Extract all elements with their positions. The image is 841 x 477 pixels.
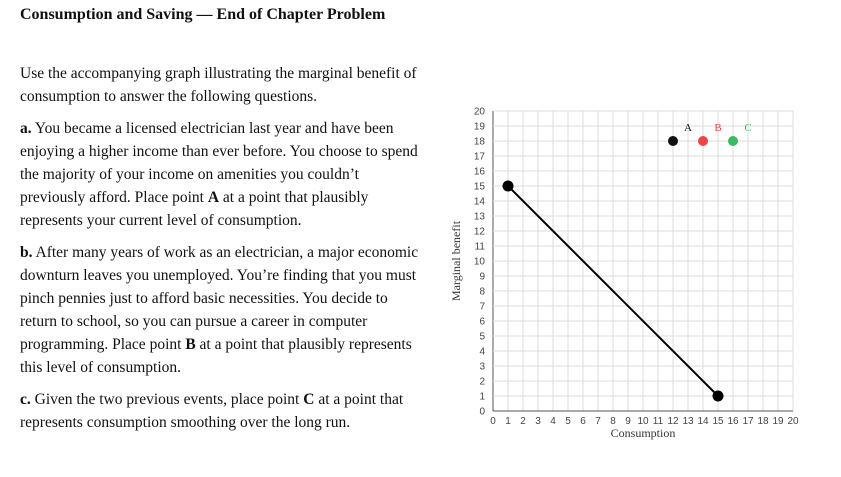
question-text: You became a licensed electrician last year and have been enjoying a higher income than ever before. You choose to spend the majority of your income on amenities you couldn’t previously afford. Place point [20,120,418,206]
point-name: B [185,336,196,353]
question-letter: a. [20,120,32,137]
x-tick-label: 11 [652,416,664,427]
y-tick-label: 15 [473,181,485,193]
y-tick-label: 11 [474,241,485,253]
y-tick-label: 7 [479,301,485,313]
x-tick-label: 6 [580,416,586,427]
point-a[interactable] [668,136,678,146]
x-tick-label: 16 [727,416,739,427]
question-c [20,388,420,434]
x-tick-label: 9 [625,416,631,427]
point-b-label: B [714,122,722,134]
point-c-label: C [744,122,752,134]
question-text: After many years of work as an electrician, a major economic downturn leaves you unemployed. You’re finding that you must pinch pennies just to afford basic necessities. You decide to return to school, so you can pursue a career in computer programming. Place point [20,244,419,353]
y-tick-label: 16 [473,166,485,178]
question-text: at a point that represents consumption smoothing over the long run. [20,391,404,431]
x-tick-label: 2 [520,416,526,427]
point-b[interactable] [698,136,708,146]
x-tick-label: 19 [772,416,784,427]
line-endpoint[interactable] [713,391,724,402]
marginal-benefit-graph[interactable] [440,100,830,450]
question-letter: c. [20,391,31,408]
x-tick-label: 8 [610,416,616,427]
point-c[interactable] [728,136,738,146]
x-tick-label: 4 [550,416,556,427]
y-tick-label: 2 [479,376,485,388]
y-tick-label: 20 [473,106,485,118]
x-tick-label: 5 [565,416,571,427]
y-tick-label: 14 [473,196,485,208]
y-tick-label: 17 [473,151,485,163]
x-tick-label: 0 [490,416,496,427]
x-tick-label: 7 [595,416,601,427]
question-text: at a point that plausibly represents this level of consumption. [20,336,412,376]
x-tick-label: 20 [787,416,799,427]
page-title: Consumption and Saving — End of Chapter Problem [20,6,386,23]
y-tick-label: 12 [473,226,485,238]
x-tick-label: 14 [697,416,709,427]
x-tick-label: 18 [757,416,769,427]
x-tick-label: 3 [535,416,541,427]
x-tick-label: 12 [667,416,679,427]
point-name: C [303,391,315,408]
x-tick-label: 15 [712,416,724,427]
question-text: Given the two previous events, place point [30,391,304,408]
y-tick-label: 9 [479,271,485,283]
y-tick-label: 3 [479,361,485,373]
point-name: A [207,189,220,206]
y-tick-label: 6 [479,316,485,328]
x-tick-label: 10 [637,416,649,427]
intro-text: Use the accompanying graph illustrating the marginal benefit of consumption to answer the following questions. [20,65,417,105]
x-tick-label: 1 [505,416,511,427]
line-endpoint[interactable] [503,181,514,192]
question-a [20,117,420,232]
y-tick-label: 13 [473,211,485,223]
question-letter: b. [20,244,33,261]
point-a-label: A [684,122,692,134]
x-tick-label: 17 [742,416,754,427]
y-tick-label: 19 [473,121,485,133]
y-tick-label: 1 [479,391,485,403]
y-tick-label: 4 [479,346,485,358]
question-b [20,241,420,379]
y-axis-title: Marginal benefit [449,220,463,302]
grid [493,111,793,411]
y-tick-label: 5 [479,331,485,343]
y-tick-label: 10 [473,256,485,268]
x-tick-label: 13 [682,416,694,427]
question-text: at a point that plausibly represents your current level of consumption. [20,189,369,229]
x-axis-title: Consumption [610,426,676,440]
y-tick-label: 8 [479,286,485,298]
y-tick-label: 18 [473,136,485,148]
y-tick-label: 0 [479,406,485,418]
